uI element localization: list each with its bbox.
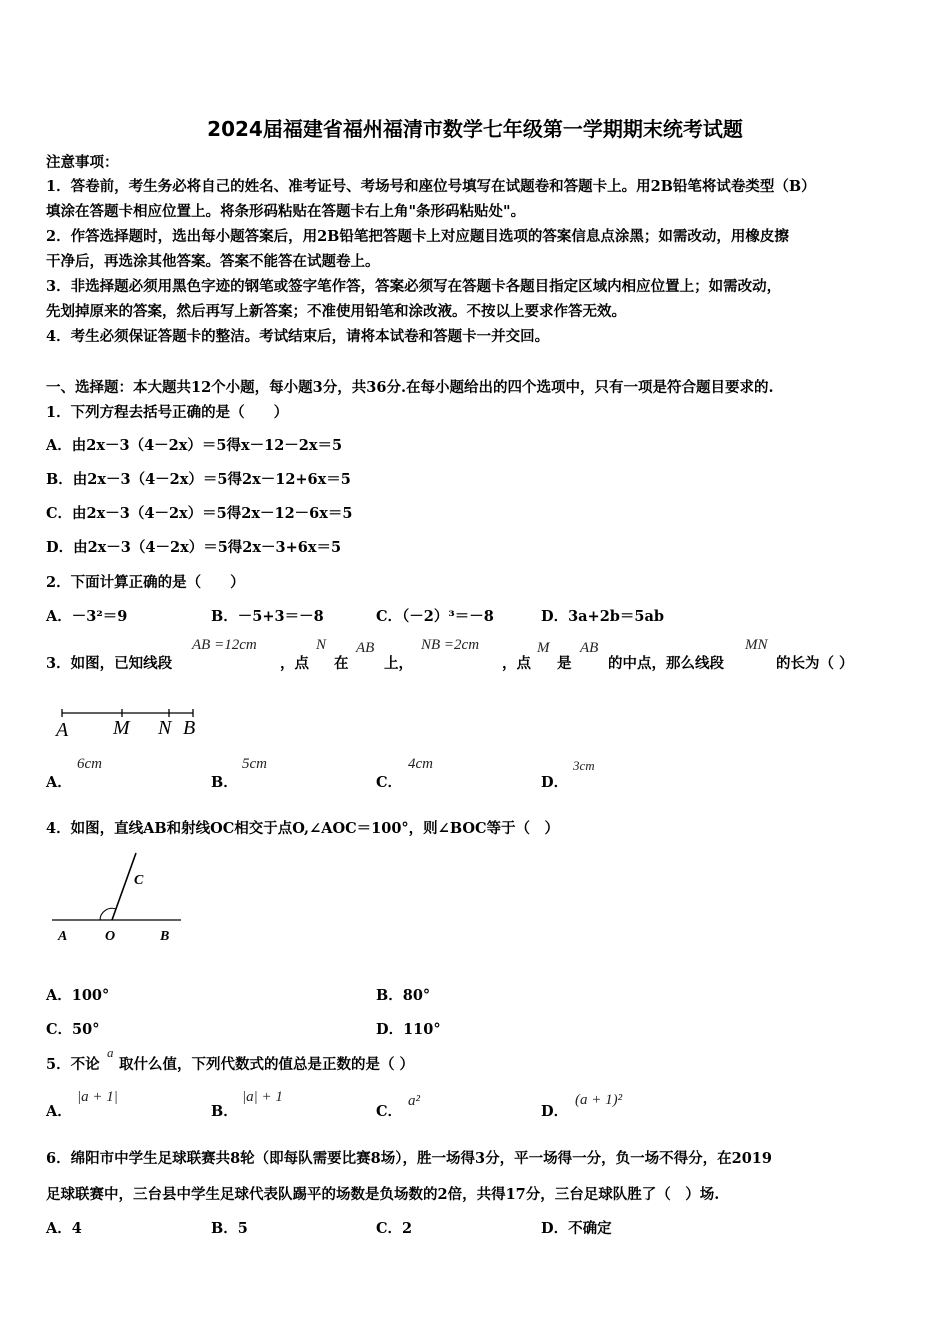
question-5-option-d-value: (a + 1)² <box>575 1092 623 1108</box>
question-3-option-b-value: 5cm <box>242 756 267 772</box>
question-3-option-c-value: 4cm <box>408 756 433 772</box>
question-5-option-a-value: |a + 1| <box>77 1089 118 1105</box>
question-3-math: AB =12cm <box>192 637 257 653</box>
question-1-option-c: C．由2x－3（4－2x）＝5得2x－12－6x＝5 <box>46 505 353 522</box>
question-3-option-a-value: 6cm <box>77 756 102 772</box>
segment-figure <box>50 700 220 742</box>
note-line: 干净后，再选涂其他答案。答案不能答在试题卷上。 <box>46 253 380 270</box>
question-3-text: 3．如图，已知线段 <box>46 655 173 672</box>
point-c-label: C <box>134 873 144 888</box>
point-a-label: A <box>58 929 68 944</box>
notes-heading: 注意事项： <box>46 154 119 171</box>
question-3-option-c-label: C． <box>376 774 403 791</box>
question-6-option-d: D．不确定 <box>541 1220 612 1237</box>
question-5-variable: a <box>107 1045 114 1060</box>
question-5-option-b-label: B． <box>211 1103 238 1120</box>
question-3-text: 的中点，那么线段 <box>608 655 724 672</box>
question-5-option-d-label: D． <box>541 1103 569 1120</box>
ray-oc <box>112 853 136 920</box>
question-2-option-b: B．－5+3＝－8 <box>211 608 324 625</box>
question-6-option-a: A．4 <box>46 1220 82 1237</box>
question-3-math: N <box>316 637 327 653</box>
question-3-math: AB <box>580 640 599 656</box>
question-5-option-c-label: C． <box>376 1103 403 1120</box>
question-3-text: ，点 <box>280 655 309 672</box>
question-4-stem: 4．如图，直线AB和射线OC相交于点O,∠AOC＝100°，则∠BOC等于（ ） <box>46 820 560 837</box>
point-a-label: A <box>56 719 69 741</box>
question-3-text: ，点 <box>502 655 531 672</box>
question-2-option-a: A．－3²＝9 <box>46 608 128 625</box>
question-1-option-a: A．由2x－3（4－2x）＝5得x－12－2x＝5 <box>46 437 343 454</box>
question-6-option-b: B．5 <box>211 1220 248 1237</box>
question-4-option-b: B．80° <box>376 987 431 1004</box>
question-2-stem: 2．下面计算正确的是（ ） <box>46 574 245 591</box>
question-3-text: 的长为（ ） <box>776 655 854 672</box>
question-3-option-d-value: 3cm <box>573 758 595 773</box>
question-4-option-d: D．110° <box>376 1021 441 1038</box>
question-5-option-b-value: |a| + 1 <box>242 1089 283 1105</box>
section-heading: 一、选择题：本大题共12个小题，每小题3分，共36分.在每小题给出的四个选项中，只有一项是符合题目要求的. <box>46 379 774 396</box>
question-3-text: 是 <box>557 655 572 672</box>
question-3-text: 在 <box>334 655 349 672</box>
note-line: 3．非选择题必须用黑色字迹的钢笔或签字笔作答，答案必须写在答题卡各题目指定区域内相应位置上；如需改动， <box>46 278 782 295</box>
question-5-text: 5．不论 <box>46 1056 100 1073</box>
question-4-option-a: A．100° <box>46 987 110 1004</box>
question-1-option-b: B．由2x－3（4－2x）＝5得2x－12+6x＝5 <box>46 471 351 488</box>
question-5-text: 取什么值，下列代数式的值总是正数的是（ ） <box>119 1056 415 1073</box>
note-line: 1．答卷前，考生务必将自己的姓名、准考证号、考场号和座位号填写在试题卷和答题卡上。用2B铅笔将试卷类型（B） <box>46 178 816 195</box>
question-2-option-d: D．3a+2b＝5ab <box>541 608 665 625</box>
point-b-label: B <box>183 717 196 739</box>
question-3-option-a-label: A． <box>46 774 72 791</box>
question-4-option-c: C．50° <box>46 1021 100 1038</box>
page-title: 2024届福建省福州福清市数学七年级第一学期期末统考试题 <box>207 117 743 141</box>
question-6-line-1: 6．绵阳市中学生足球联赛共8轮（即每队需要比赛8场），胜一场得3分，平一场得一分，负一场不得分，在2019 <box>46 1150 772 1167</box>
question-5-option-c-value: a² <box>408 1093 420 1109</box>
question-3-text: 上， <box>384 655 413 672</box>
question-5-option-a-label: A． <box>46 1103 72 1120</box>
note-line: 2．作答选择题时，选出每小题答案后，用2B铅笔把答题卡上对应题目选项的答案信息点涂黑；如需改动，用橡皮擦 <box>46 228 789 245</box>
note-line: 先划掉原来的答案，然后再写上新答案；不准使用铅笔和涂改液。不按以上要求作答无效。 <box>46 303 626 320</box>
angle-figure <box>48 850 188 946</box>
question-3-math: AB <box>356 640 375 656</box>
question-1-stem: 1．下列方程去括号正确的是（ ） <box>46 404 289 421</box>
point-b-label: B <box>160 929 170 944</box>
question-6-option-c: C．2 <box>376 1220 413 1237</box>
question-3-math: M <box>537 640 550 656</box>
point-n-label: N <box>158 717 172 739</box>
question-3-option-b-label: B． <box>211 774 238 791</box>
question-3-option-d-label: D． <box>541 774 569 791</box>
note-line: 4．考生必须保证答题卡的整洁。考试结束后，请将本试卷和答题卡一并交回。 <box>46 328 550 345</box>
question-6-line-2: 足球联赛中，三台县中学生足球代表队踢平的场数是负场数的2倍，共得17分，三台足球队胜了（ ）场. <box>46 1186 720 1203</box>
note-line: 填涂在答题卡相应位置上。将条形码粘贴在答题卡右上角"条形码粘贴处"。 <box>46 203 526 220</box>
point-o-label: O <box>105 929 116 944</box>
point-m-label: M <box>113 717 130 739</box>
question-3-math: NB =2cm <box>421 637 480 653</box>
question-2-option-c: C．（－2）³＝－8 <box>376 608 494 625</box>
question-3-math: MN <box>745 637 768 653</box>
question-1-option-d: D．由2x－3（4－2x）＝5得2x－3+6x＝5 <box>46 539 342 556</box>
